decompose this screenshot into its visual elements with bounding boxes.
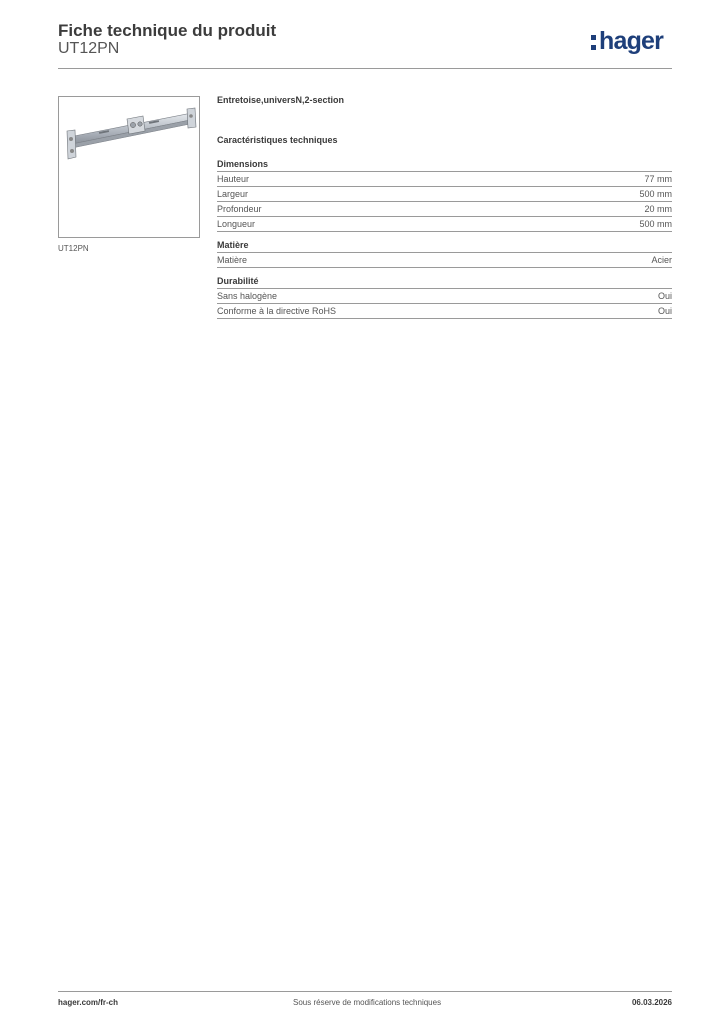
product-image (58, 96, 200, 238)
spec-label: Sans halogène (217, 291, 278, 301)
spec-value: 500 mm (639, 189, 672, 199)
image-caption: UT12PN (58, 244, 89, 253)
spec-label: Longueur (217, 219, 256, 229)
bracket-rail-icon (59, 97, 199, 237)
spec-row (217, 186, 672, 201)
section-durability (217, 274, 672, 319)
footer-website-link[interactable]: hager.com/fr-ch (58, 998, 119, 1007)
spec-value: Acier (651, 255, 672, 265)
product-name: Entretoise,universN,2-section (217, 95, 345, 105)
section-title: Durabilité (217, 276, 259, 286)
spec-value: 500 mm (639, 219, 672, 229)
page-title: Fiche technique du produit (58, 21, 277, 40)
section-dimensions (217, 157, 672, 232)
footer-divider (58, 991, 672, 992)
specs-title: Caractéristiques techniques (217, 135, 338, 145)
section-title: Dimensions (217, 159, 269, 169)
footer-date: 06.03.2026 (631, 998, 672, 1007)
footer-disclaimer: Sous réserve de modifications techniques (293, 998, 442, 1007)
section-title: Matière (217, 240, 249, 250)
section-material (217, 238, 672, 268)
logo-dots-icon (591, 35, 597, 50)
spec-row (217, 303, 672, 319)
hager-logo[interactable] (591, 26, 673, 56)
spec-label: Largeur (217, 189, 249, 199)
spec-value: 77 mm (644, 174, 672, 184)
logo-text: hager (599, 27, 664, 55)
spec-row (217, 288, 672, 303)
product-reference: UT12PN (58, 40, 120, 57)
spec-row (217, 171, 672, 186)
spec-value: Oui (657, 291, 672, 301)
spec-label: Profondeur (217, 204, 262, 214)
spec-row (217, 216, 672, 232)
spec-label: Conforme à la directive RoHS (217, 306, 337, 316)
spec-row (217, 252, 672, 268)
spec-label: Hauteur (217, 174, 250, 184)
spec-content (217, 95, 672, 323)
spec-value: 20 mm (644, 204, 672, 214)
spec-value: Oui (657, 306, 672, 316)
spec-row (217, 201, 672, 216)
spec-label: Matière (217, 255, 248, 265)
header-divider (58, 68, 672, 69)
